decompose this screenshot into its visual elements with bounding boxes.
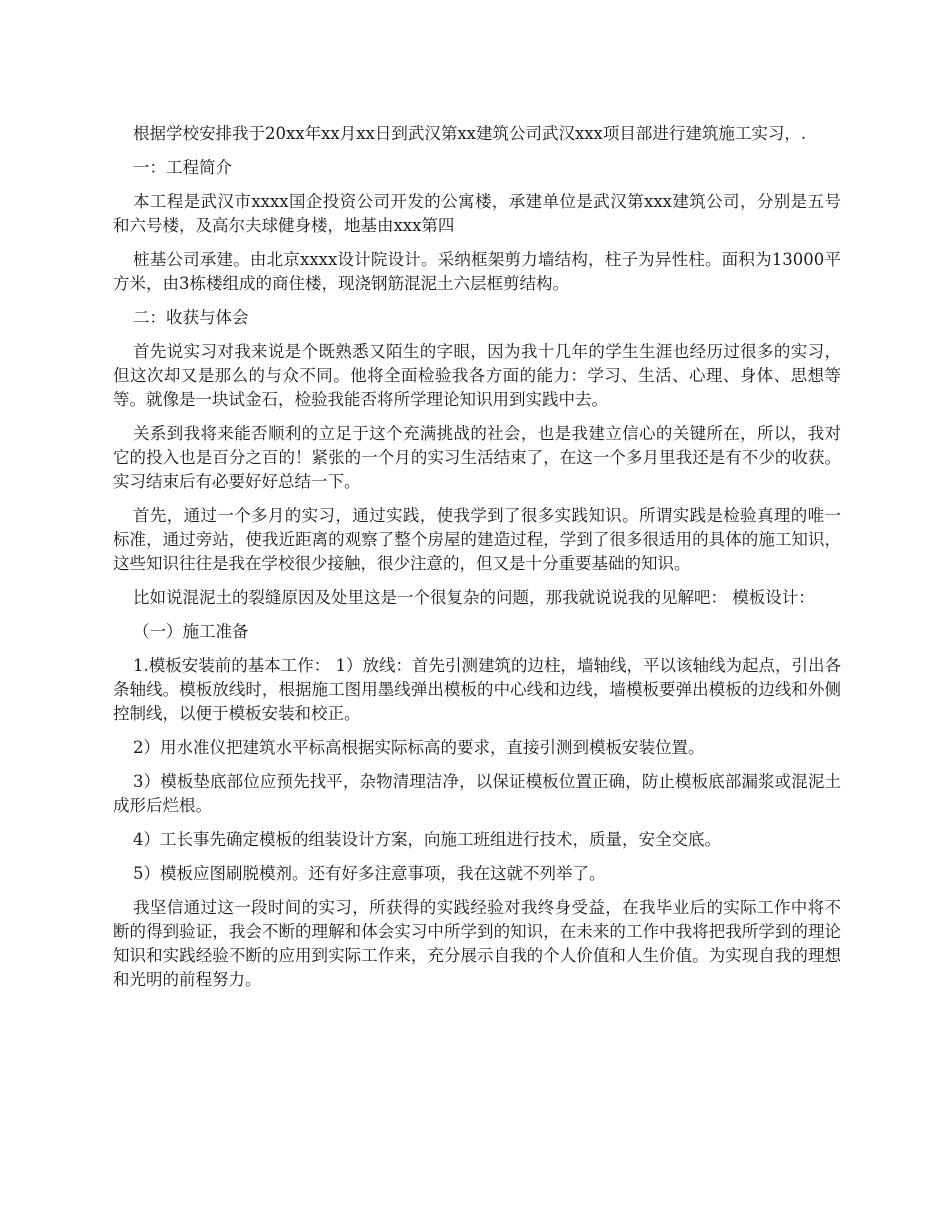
- gains-paragraph-3: 首先，通过一个多月的实习，通过实践，使我学到了很多实践知识。所谓实践是检验真理的唯一标准，通过旁站，使我近距离的观察了整个房屋的建造过程，学到了很多很适用的具体的施工知识，这些知识往往是我在学校很少接触，很少注意的，但又是十分重要基础的知识。: [113, 506, 841, 573]
- gains-paragraph-1: 首先说实习对我来说是个既熟悉又陌生的字眼，因为我十几年的学生生涯也经历过很多的实习，但这次却又是那么的与众不同。他将全面检验我各方面的能力：学习、生活、心理、身体、思想等等。就像是一块试金石，检验我能否将所学理论知识用到实践中去。: [113, 342, 841, 409]
- document-page: [113, 122, 841, 1002]
- gains-paragraph-2: 关系到我将来能否顺利的立足于这个充满挑战的社会，也是我建立信心的关键所在，所以，我对它的投入也是百分之百的！紧张的一个月的实习生活结束了，在这一个多月里我还是有不少的收获。实习结束后有必要好好总结一下。: [113, 424, 841, 491]
- section-heading-gains: 二：收获与体会: [133, 308, 249, 327]
- preparation-item-4: 4）工长事先确定模板的组装设计方案，向施工班组进行技术，质量，安全交底。: [133, 830, 721, 849]
- conclusion-paragraph: 我坚信通过这一段时间的实习，所获得的实践经验对我终身受益，在我毕业后的实际工作中将不断的得到验证，我会不断的理解和体会实习中所学到的知识，在未来的工作中我将把我所学到的理论知识和实践经验不断的应用到实际工作来，充分展示自我的个人价值和人生价值。为实现自我的理想和光明的前程努力。: [113, 898, 841, 989]
- intro-paragraph: 根据学校安排我于20xx年xx月xx日到武汉第xx建筑公司武汉xxx项目部进行建筑施工实习，.: [133, 124, 807, 143]
- section-heading-project-intro: 一：工程简介: [133, 158, 232, 177]
- preparation-item-1: 1.模板安装前的基本工作： 1）放线：首先引测建筑的边柱，墙轴线，平以该轴线为起点，引出各条轴线。模板放线时，根据施工图用墨线弹出模板的中心线和边线，墙模板要弹出模板的边线和外侧控制线，以便于模板安装和校正。: [113, 656, 841, 723]
- preparation-item-3: 3）模板垫底部位应预先找平，杂物清理洁净，以保证模板位置正确，防止模板底部漏浆或混泥土成形后烂根。: [113, 772, 841, 815]
- gains-paragraph-4: 比如说混泥土的裂缝原因及处里这是一个很复杂的问题，那我就说说我的见解吧： 模板设计：: [133, 588, 815, 607]
- preparation-item-2: 2）用水准仪把建筑水平标高根据实际标高的要求，直接引测到模板安装位置。: [133, 738, 705, 757]
- project-structure-paragraph: 桩基公司承建。由北京xxxx设计院设计。采纳框架剪力墙结构，柱子为异性柱。面积为13000平方米，由3栋楼组成的商住楼，现浇钢筋混泥土六层框剪结构。: [113, 250, 841, 293]
- project-intro-paragraph: 本工程是武汉市xxxx国企投资公司开发的公寓楼，承建单位是武汉第xxx建筑公司，分别是五号和六号楼，及高尔夫球健身楼，地基由xxx第四: [113, 192, 841, 235]
- section-heading-preparation: （一）施工准备: [133, 622, 249, 641]
- preparation-item-5: 5）模板应图刷脱模剂。还有好多注意事项，我在这就不列举了。: [133, 864, 606, 883]
